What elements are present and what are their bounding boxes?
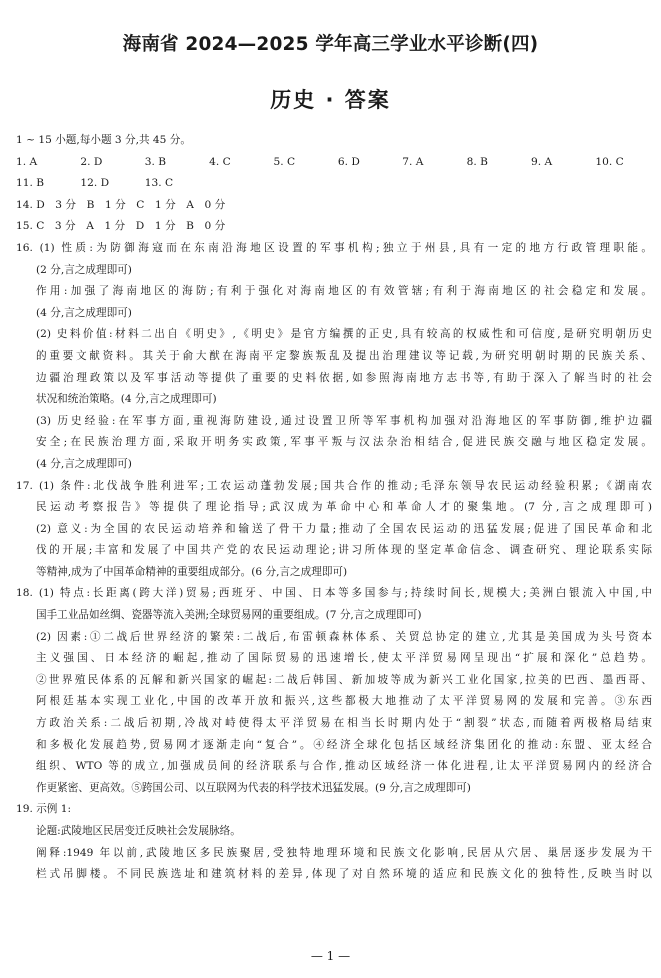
page-subtitle: 历史 · 答案 — [270, 88, 391, 112]
q17-line: 民运动考察报告》等提供了理论指导;武汉成为革命中心和革命人才的聚集地。(7 分,言之成理即可) — [36, 501, 652, 514]
mc-answer: 11. B — [16, 177, 44, 190]
mc-answer: 12. D — [80, 177, 110, 190]
mc-row-1 — [16, 152, 652, 174]
q17-line: 伐的开展;丰富和发展了中国共产党的农民运动理论;讲习所体现的坚定革命信念、调查研究、理论联系实际 — [36, 544, 652, 557]
q16-line: 16. (1) 性质:为防御海寇而在东南沿海地区设置的军事机构;独立于州县,具有一定的地方行政管理职能。 — [16, 241, 652, 254]
mc-answer: 6. D — [337, 155, 360, 168]
q19-line: 论题:武陵地区民居变迁反映社会发展脉络。 — [36, 825, 241, 837]
q18-line: 阿根廷基本实现工业化,中国的改革开放和振兴,这些都极大地推动了太平洋贸易网的发展和完善。③东西 — [36, 695, 652, 708]
mc-answer: 13. C — [144, 177, 174, 190]
q18-line: 主义强国、日本经济的崛起,推动了国际贸易的迅速增长,使太平洋贸易网呈现出“扩展和深化”总趋势。 — [36, 652, 652, 665]
q19-line: 19. 示例 1: — [16, 803, 72, 816]
q16-line: 作用:加强了海南地区的海防;有利于强化对海南地区的有效管辖;有利于海南地区的社会稳定和发展。 — [36, 285, 652, 298]
mc-answer: 8. B — [466, 155, 488, 168]
answer-content — [16, 130, 652, 886]
mc-answer: 10. C — [595, 155, 624, 168]
mc-answer: 4. C — [209, 155, 231, 168]
mc-row-2 — [16, 173, 652, 195]
q19-line: 栏式吊脚楼。不同民族选址和建筑材料的差异,体现了对自然环境的适应和民族文化的独特性,反映当时以 — [36, 868, 652, 881]
q18-line: 国手工业品如丝绸、瓷器等流入美洲;全球贸易网的重要组成。(7 分,言之成理即可) — [36, 609, 422, 622]
q18-line: 18. (1) 特点:长距离(跨大洋)贸易;西班牙、中国、日本等多国参与;持续时间长,规模大;美洲白银流入中国,中 — [16, 587, 652, 600]
q16-line: 状况和统治策略。(4 分,言之成理即可) — [36, 393, 217, 406]
mc-answer: 3. B — [144, 155, 167, 168]
q16-line: (4 分,言之成理即可) — [36, 457, 132, 470]
q17-line: (2) 意义:为全国的农民运动培养和输送了骨干力量;推动了全国农民运动的迅猛发展;促进了国民革命和北 — [36, 522, 652, 535]
page-number: — 1 — — [310, 949, 351, 963]
q17-line: 17. (1) 条件:北伐战争胜利进军;工农运动蓬勃发展;国共合作的推动;毛泽东领导农民运动经验积累;《湖南农 — [16, 479, 652, 492]
q18-line: 方政治关系:二战后初期,冷战对峙使得太平洋贸易在相当长时期内处于“割裂”状态,而随着两极格局结束 — [36, 717, 652, 730]
mc-answer: 2. D — [80, 155, 103, 168]
q18-line: 和多极化发展趋势,贸易网才逐渐走向“复合”。④经济全球化包括区域经济集团化的推动:东盟、亚太经合 — [36, 738, 652, 751]
mc-answer: 1. A — [16, 155, 38, 168]
q16-line: (4 分,言之成理即可) — [36, 306, 132, 319]
mc-answer: 9. A — [531, 155, 553, 168]
page-title: 海南省 2024—2025 学年高三学业水平诊断(四) — [122, 34, 539, 55]
q18-line: 作更紧密、更高效。⑤跨国公司、以互联网为代表的科学技术迅猛发展。(9 分,言之成理即可) — [36, 781, 471, 794]
mc-intro: 1 ~ 15 小题,每小题 3 分,共 45 分。 — [16, 134, 191, 146]
q14-answer: 14. D 3 分 B 1 分 C 1 分 A 0 分 — [16, 198, 226, 211]
q16-line: (2) 史料价值:材料二出自《明史》,《明史》是官方编撰的正史,具有较高的权威性和可信度,是研究明朝历史 — [36, 328, 652, 341]
q18-line: ②世界殖民体系的瓦解和新兴国家的崛起:二战后韩国、新加坡等成为新兴工业化国家,拉美的巴西、墨西哥、 — [36, 673, 652, 686]
q16-line: 边疆治理政策以及军事活动等提供了重要的史料依据,如参照海南地方志书等,有助于深入了解当时的社会 — [36, 371, 652, 384]
q15-answer: 15. C 3 分 A 1 分 D 1 分 B 0 分 — [16, 220, 226, 233]
q16-line: 的重要文献资料。其关于俞大猷在海南平定黎族叛乱及提出治理建议等记载,为研究明朝时期的民族关系、 — [36, 349, 652, 362]
q18-line: (2) 因素:①二战后世界经济的繁荣:二战后,布雷顿森林体系、关贸总协定的建立,尤其是美国成为头号资本 — [36, 630, 652, 643]
q18-line: 组织、WTO 等的成立,加强成员间的经济联系与合作,推动区域经济一体化进程,让太平洋贸易网内的经济合 — [36, 760, 652, 773]
q16-line: (2 分,言之成理即可) — [36, 263, 132, 276]
q17-line: 等精神,成为了中国革命精神的重要组成部分。(6 分,言之成理即可) — [36, 565, 348, 578]
q16-line: (3) 历史经验:在军事方面,重视海防建设,通过设置卫所等军事机构加强对沿海地区的军事防御,维护边疆 — [36, 414, 652, 427]
mc-answer: 7. A — [402, 155, 424, 168]
q19-line: 阐释:1949 年以前,武陵地区多民族聚居,受独特地理环境和民族文化影响,民居从穴居、巢居逐步发展为干 — [36, 846, 652, 859]
mc-answer: 5. C — [273, 155, 296, 168]
q16-line: 安全;在民族治理方面,采取开明务实政策,军事平叛与汉法杂治相结合,促进民族交融与地区稳定发展。 — [36, 436, 652, 449]
